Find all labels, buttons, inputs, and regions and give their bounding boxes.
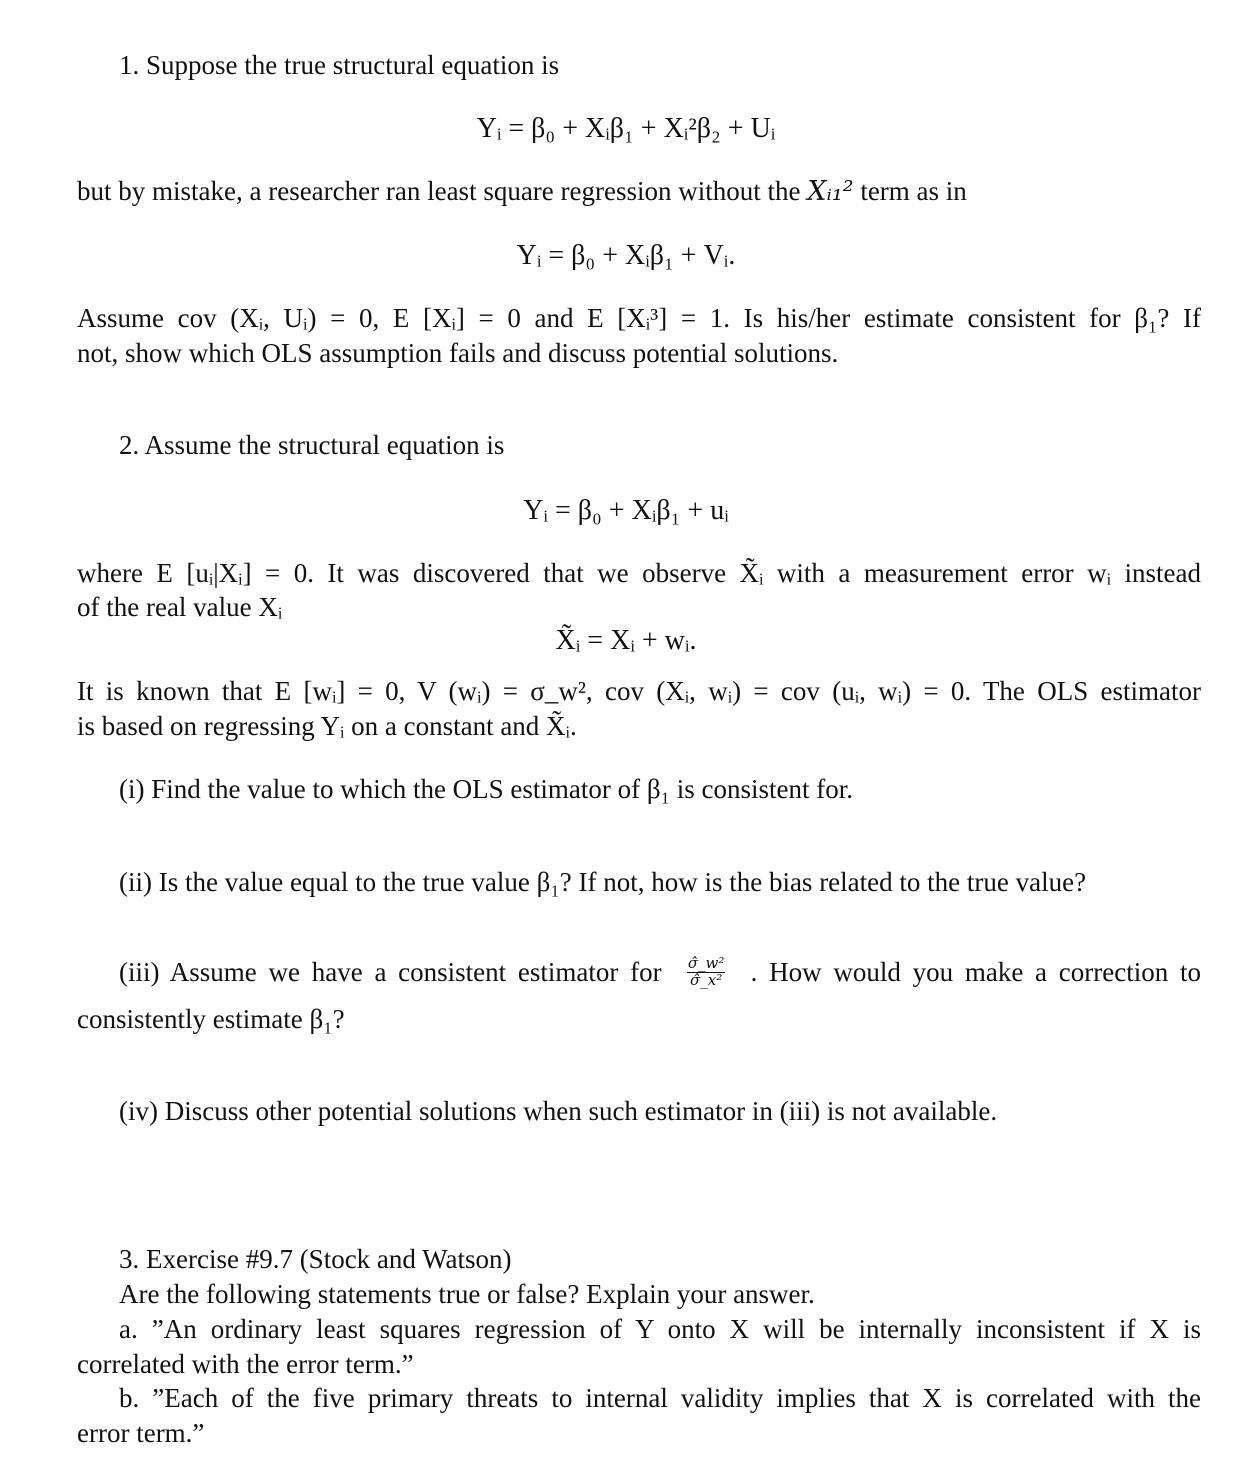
p2-ratio-numerator: σ̂_w² — [687, 954, 725, 972]
p1-mistake-term: Xᵢ₁² — [807, 176, 854, 207]
p2-variance-ratio — [687, 956, 726, 989]
p3-statement-a-line2: correlated with the error term.” — [77, 1349, 414, 1379]
p1-mistake-text-b: term as in — [860, 176, 967, 206]
p1-assume-line1: Assume cov (Xᵢ, Uᵢ) = 0, E [Xᵢ] = 0 and E [Xᵢ³] = 1. Is his/her estimate consistent for β₁? If — [77, 303, 1201, 333]
p1-mistake-text-a: but by mistake, a researcher ran least square regression without the — [77, 176, 801, 206]
p2-intro: 2. Assume the structural equation is — [119, 430, 505, 460]
p2-question-iii-text-b: . How would you make a correction to — [750, 956, 1201, 987]
p3-prompt: Are the following statements true or false? Explain your answer. — [119, 1279, 815, 1309]
p1-mistake-line — [77, 178, 967, 205]
p2-question-ii: (ii) Is the value equal to the true value β₁? If not, how is the bias related to the true value? — [119, 867, 1087, 897]
p2-ratio-denominator: σ̂_x² — [690, 970, 723, 989]
p2-where-line1: where E [uᵢ|Xᵢ] = 0. It was discovered that we observe X̃ᵢ with a measurement error wᵢ instead — [77, 558, 1201, 588]
p1-eq-wrong: Yᵢ = β₀ + Xᵢβ₁ + Vᵢ. — [516, 240, 736, 271]
p2-question-iii-line2: consistently estimate β₁? — [77, 1004, 345, 1034]
p2-eq-struct: Yᵢ = β₀ + Xᵢβ₁ + uᵢ — [523, 495, 729, 526]
p3-statement-b-line2: error term.” — [77, 1418, 205, 1448]
p2-known-line1: It is known that E [wᵢ] = 0, V (wᵢ) = σ_w², cov (Xᵢ, wᵢ) = cov (uᵢ, wᵢ) = 0. The OLS estimator — [77, 676, 1201, 706]
p2-question-i: (i) Find the value to which the OLS estimator of β₁ is consistent for. — [119, 774, 854, 804]
p2-where-line2: of the real value Xᵢ — [77, 592, 283, 622]
p2-question-iv: (iv) Discuss other potential solutions when such estimator in (iii) is not available. — [119, 1096, 998, 1126]
p1-assume-line2: not, show which OLS assumption fails and discuss potential solutions. — [77, 338, 839, 368]
p2-question-iii-line1 — [119, 956, 1201, 989]
p3-statement-a-line1: a. ”An ordinary least squares regression of Y onto X will be internally inconsistent if X is — [119, 1314, 1201, 1344]
p3-title: 3. Exercise #9.7 (Stock and Watson) — [119, 1244, 512, 1274]
p2-question-iii-text-a: (iii) Assume we have a consistent estimator for — [119, 956, 662, 987]
p3-statement-b-line1: b. ”Each of the five primary threats to internal validity implies that X is correlated with the — [119, 1383, 1201, 1413]
p2-eq-measure: X̃ᵢ = Xᵢ + wᵢ. — [555, 625, 697, 656]
p1-intro: 1. Suppose the true structural equation is — [119, 50, 560, 80]
p1-eq-true: Yᵢ = β₀ + Xᵢβ₁ + Xᵢ²β₂ + Uᵢ — [476, 113, 776, 144]
p2-known-line2: is based on regressing Yᵢ on a constant and X̃ᵢ. — [77, 711, 577, 741]
